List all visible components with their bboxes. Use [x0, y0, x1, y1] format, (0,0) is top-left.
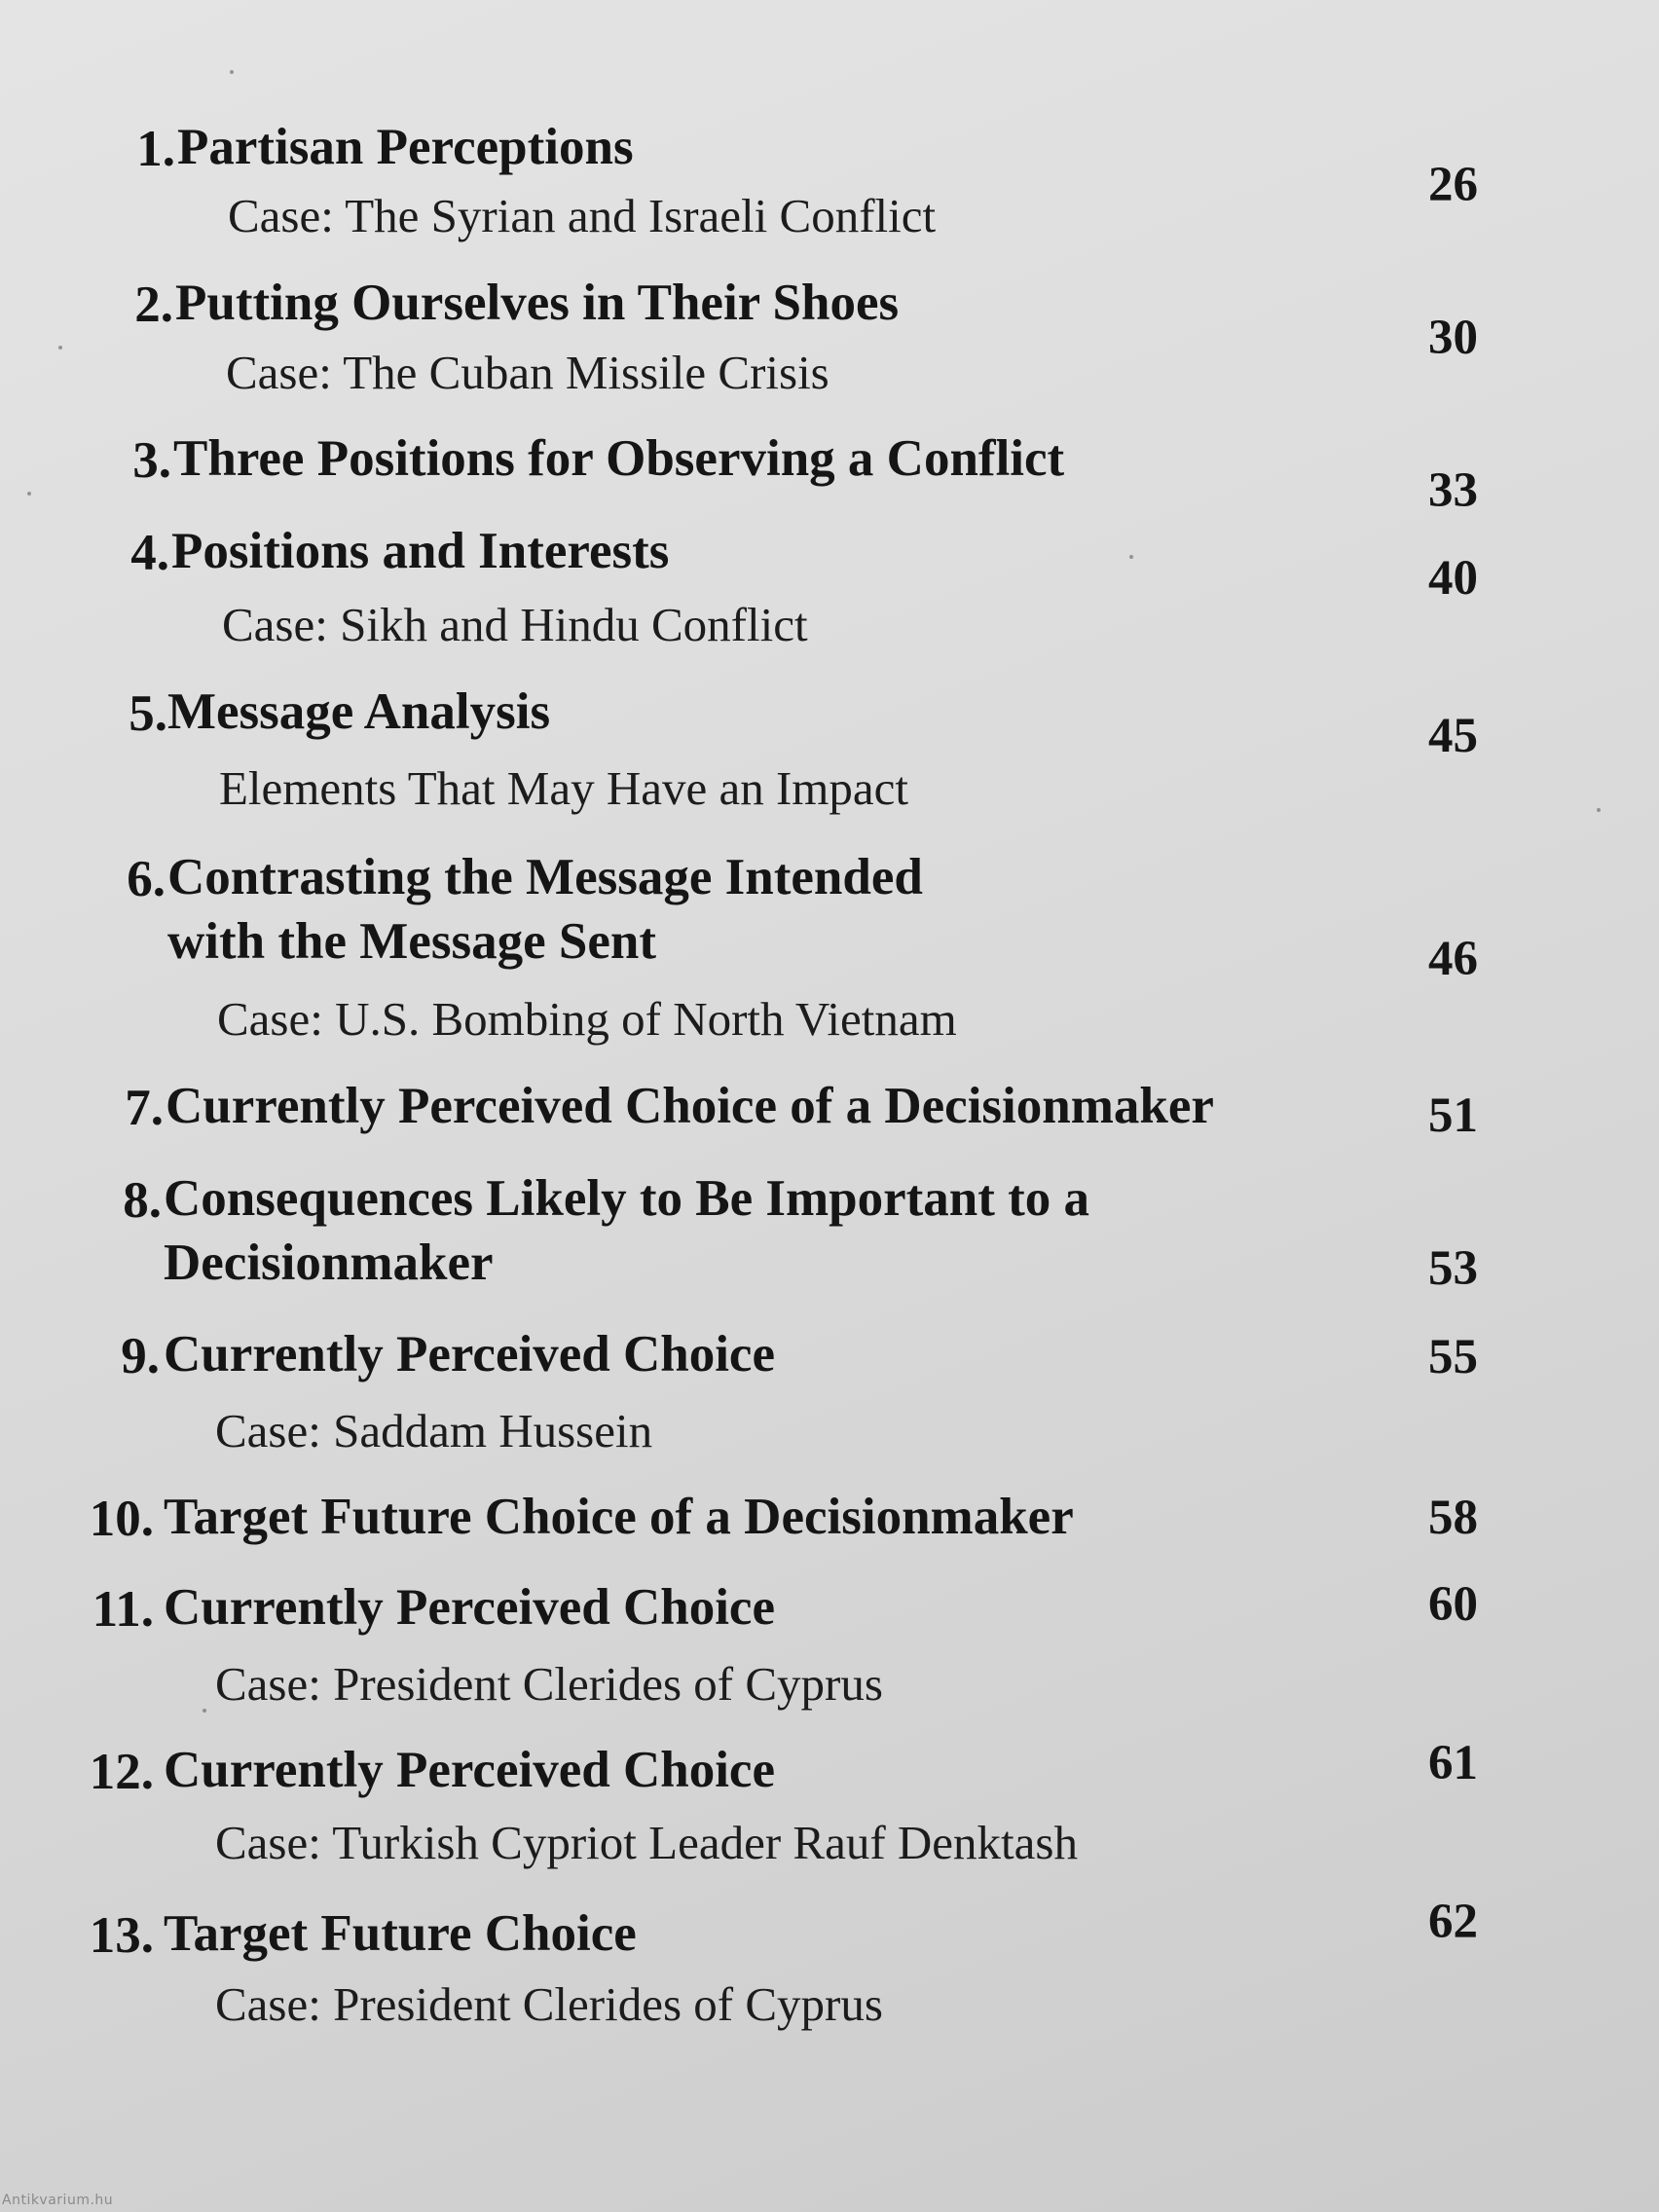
- paper-speck: [1129, 555, 1133, 559]
- entry-number: 1.: [136, 121, 175, 177]
- entry-page-number: 55: [1428, 1330, 1478, 1384]
- entry-title: Currently Perceived Choice: [164, 1742, 775, 1798]
- entry-number: 3.: [132, 432, 171, 489]
- entry-number: 11.: [92, 1581, 154, 1638]
- entry-title: Putting Ourselves in Their Shoes: [175, 275, 900, 331]
- entry-title: Target Future Choice of a Decisionmaker: [164, 1489, 1074, 1545]
- paper-speck: [1597, 808, 1601, 812]
- entry-number: 10.: [89, 1491, 154, 1547]
- entry-title: Currently Perceived Choice: [164, 1579, 775, 1636]
- entry-page-number: 46: [1428, 932, 1478, 986]
- entry-number: 8.: [123, 1172, 162, 1229]
- entry-page-number: 40: [1428, 551, 1478, 606]
- entry-number: 6.: [127, 851, 166, 907]
- entry-page-number: 61: [1428, 1736, 1478, 1790]
- entry-number: 9.: [121, 1328, 160, 1384]
- entry-page-number: 33: [1428, 463, 1478, 518]
- entry-page-number: 26: [1428, 158, 1478, 212]
- entry-number: 5.: [129, 685, 167, 742]
- entry-page-number: 60: [1428, 1577, 1478, 1632]
- entry-title-line-2: Decisionmaker: [164, 1235, 494, 1291]
- entry-number: 12.: [89, 1744, 154, 1800]
- entry-case: Case: The Syrian and Israeli Conflict: [228, 189, 937, 242]
- watermark: Antikvarium.hu: [2, 2193, 114, 2208]
- entry-title: Positions and Interests: [171, 523, 670, 579]
- paper-speck: [58, 346, 62, 350]
- entry-page-number: 51: [1428, 1088, 1478, 1143]
- entry-case: Elements That May Have an Impact: [219, 761, 908, 815]
- entry-page-number: 62: [1428, 1895, 1478, 1949]
- entry-page-number: 45: [1428, 709, 1478, 763]
- entry-case: Case: The Cuban Missile Crisis: [226, 346, 830, 399]
- entry-page-number: 53: [1428, 1241, 1478, 1296]
- entry-number: 7.: [125, 1080, 164, 1136]
- entry-title: Three Positions for Observing a Conflict: [173, 430, 1065, 487]
- paper-speck: [230, 70, 234, 74]
- entry-title-line-1: Contrasting the Message Intended: [167, 849, 923, 905]
- entry-title: Currently Perceived Choice of a Decisionmaker: [166, 1078, 1214, 1134]
- entry-title: Message Analysis: [167, 683, 551, 740]
- entry-title: Target Future Choice: [164, 1905, 637, 1962]
- entry-title: Partisan Perceptions: [177, 119, 634, 175]
- entry-case: Case: President Clerides of Cyprus: [215, 1657, 883, 1711]
- entry-page-number: 58: [1428, 1491, 1478, 1545]
- entry-case: Case: President Clerides of Cyprus: [215, 1977, 883, 2031]
- paper-speck: [203, 1709, 206, 1713]
- entry-number: 4.: [130, 525, 169, 581]
- entry-title-line-2: with the Message Sent: [167, 913, 656, 970]
- entry-title: Currently Perceived Choice: [164, 1326, 775, 1382]
- entry-case: Case: U.S. Bombing of North Vietnam: [217, 992, 957, 1046]
- entry-page-number: 30: [1428, 311, 1478, 365]
- paper-speck: [27, 492, 31, 496]
- entry-number: 2.: [134, 276, 173, 333]
- entry-case: Case: Turkish Cypriot Leader Rauf Denktash: [215, 1816, 1078, 1869]
- entry-case: Case: Sikh and Hindu Conflict: [222, 598, 808, 651]
- entry-number: 13.: [89, 1907, 154, 1964]
- entry-case: Case: Saddam Hussein: [215, 1404, 653, 1457]
- entry-title-line-1: Consequences Likely to Be Important to a: [164, 1170, 1090, 1227]
